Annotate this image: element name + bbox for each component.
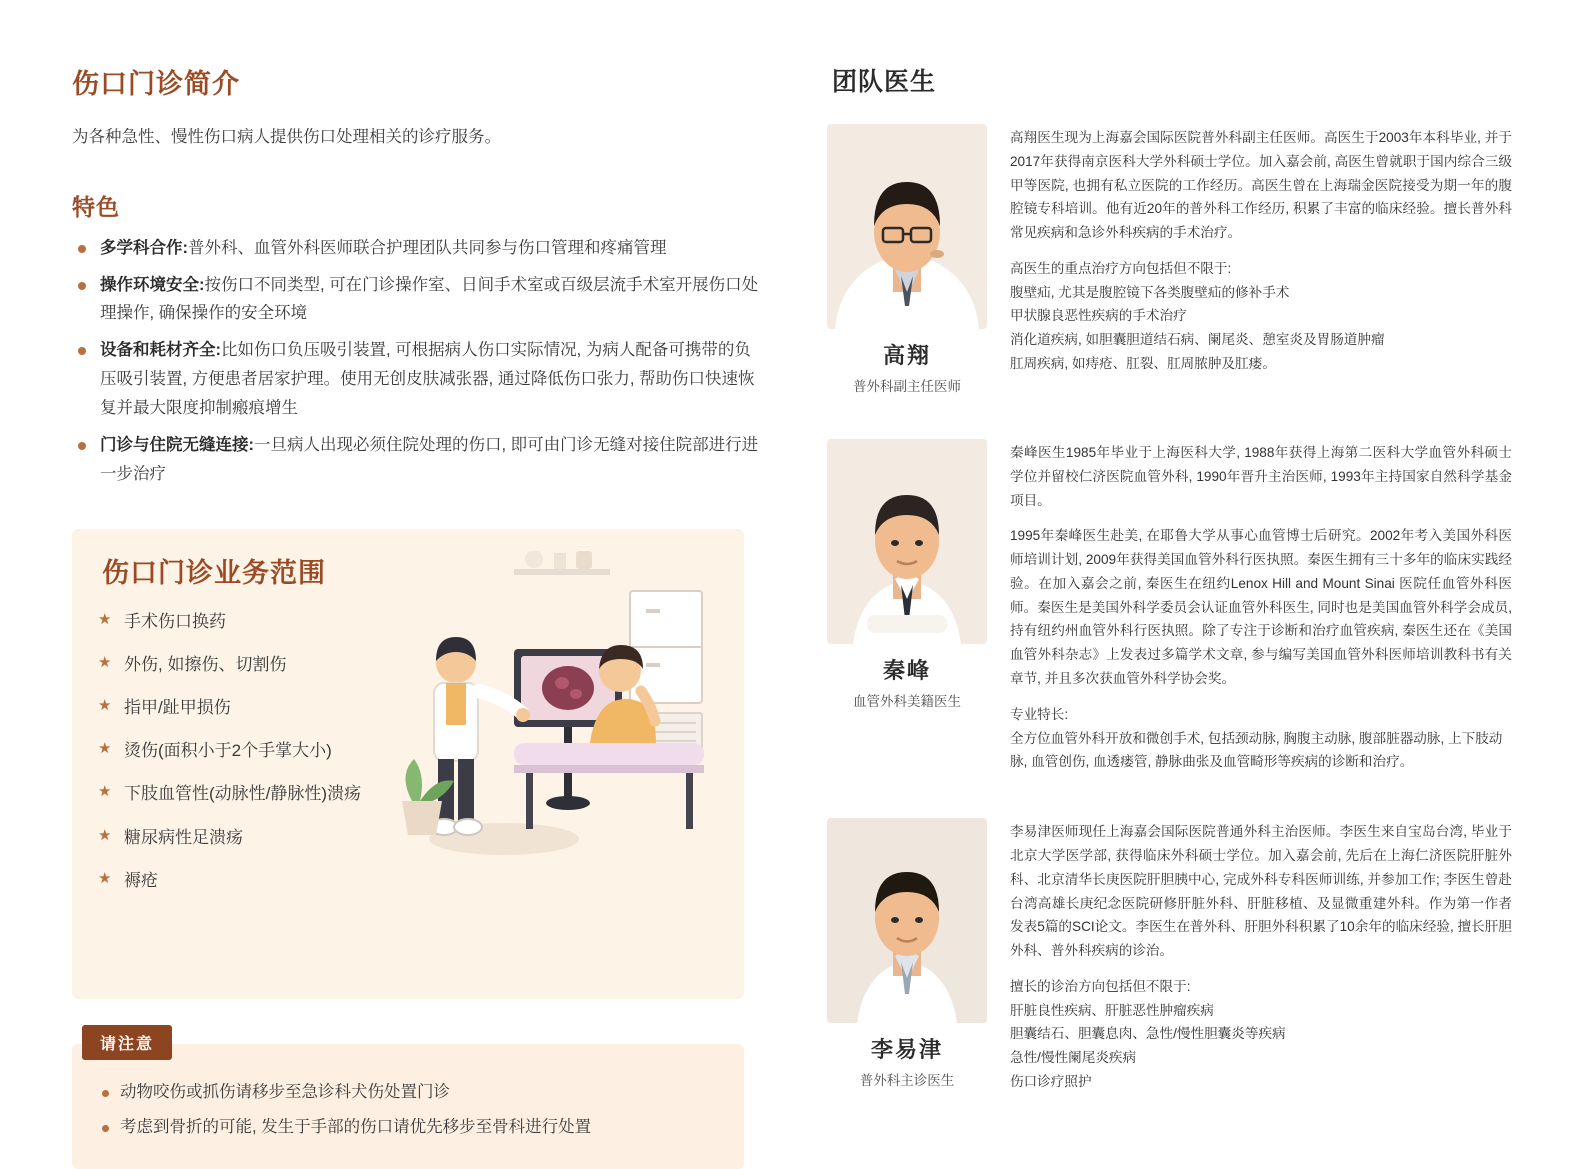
bio-line: 肛周疾病, 如痔疮、肛裂、肛周脓肿及肛瘘。	[1010, 356, 1276, 372]
star-icon: ★	[98, 697, 112, 715]
star-icon: ★	[98, 653, 112, 671]
scope-item-label: 指甲/趾甲损伤	[124, 698, 231, 718]
features-heading: 特色	[72, 193, 120, 220]
doctor-role: 血管外科美籍医生	[853, 694, 961, 709]
scope-item-label: 褥疮	[124, 870, 158, 890]
feature-lead: 设备和耗材齐全:	[100, 341, 221, 360]
doctor-card	[822, 439, 1512, 774]
doctor-card	[822, 818, 1512, 1094]
bio-line: 消化道疾病, 如胆囊胆道结石病、阑尾炎、憩室炎及胃肠道肿瘤	[1010, 332, 1385, 348]
doctor-photo-block	[822, 439, 992, 774]
bio-line: 急性/慢性阑尾炎疾病	[1010, 1050, 1137, 1066]
bio-paragraph: 高翔医生现为上海嘉会国际医院普外科副主任医师。高医生于2003年本科毕业, 并于2017年获得南京医科大学外科硕士学位。加入嘉会前, 高医生曾就职于国内综合三级甲等医院, 也拥有私立医院的工作经历。高医生曾在上海瑞金医院接受为期一年的腹腔镜专科培训。他有近20年的普外科工作经历, 积累了丰富的临床经验。擅长普外科常见疾病和急诊外科疾病的手术治疗。	[1010, 130, 1512, 241]
bio-paragraph: 秦峰医生1985年毕业于上海医科大学, 1988年获得上海第二医科大学血管外科硕士学位并留校仁济医院血管外科, 1990年晋升主治医师, 1993年主持国家自然科学基金项目。	[1010, 445, 1512, 508]
doctor-name: 秦峰	[882, 658, 931, 683]
notice-panel	[72, 1044, 744, 1169]
list-item	[72, 431, 760, 489]
doctor-bio	[992, 439, 1512, 774]
avatar	[827, 439, 987, 644]
doctor-name: 高翔	[882, 343, 931, 368]
list-item	[72, 336, 760, 423]
doctor-role: 普外科副主任医师	[853, 379, 961, 394]
list-item: 考虑到骨折的可能, 发生于手部的伤口请优先移步至骨科进行处置	[98, 1113, 718, 1143]
bio-line: 擅长的诊治方向包括但不限于:	[1010, 978, 1191, 994]
bio-line: 高医生的重点治疗方向包括但不限于:	[1010, 260, 1232, 276]
bio-line: 伤口诊疗照护	[1010, 1073, 1092, 1089]
list-item: 动物咬伤或抓伤请移步至急诊科犬伤处置门诊	[98, 1078, 718, 1108]
star-icon: ★	[98, 610, 112, 628]
scope-section	[72, 529, 760, 999]
scope-item-label: 烫伤(面积小于2个手掌大小)	[124, 741, 332, 761]
page-title: 伤口门诊简介	[72, 69, 240, 99]
features-list	[72, 234, 760, 489]
doctor-photo-block	[822, 818, 992, 1094]
bio-paragraph: 1995年秦峰医生赴美, 在耶鲁大学从事心血管博士后研究。2002年考入美国外科医师培训计划, 2009年获得美国血管外科行医执照。秦医生拥有三十多年的临床实践经验。在加入嘉会之前, 秦医生在纽约Lenox Hill and Mount Sinai 医院任血管外科医师。秦医生是美国外科学委员会认证血管外科医生, 同时也是美国血管外科学会成员, 持有纽约州血管外科行医执照。除了专注于诊断和治疗血管疾病, 秦医生还在《美国血管外科杂志》上发表过多篇学术文章, 参与编写美国血管外科医师培训教科书有关章节, 并且多次获血管外科学协会奖。	[1010, 528, 1512, 687]
doctor-role: 普外科主诊医生	[859, 1073, 955, 1089]
list-item	[72, 234, 760, 263]
star-icon: ★	[98, 869, 112, 887]
avatar	[827, 124, 987, 329]
clinic-illustration	[394, 551, 734, 881]
feature-text: 普外科、血管外科医师联合护理团队共同参与伤口管理和疼痛管理	[188, 238, 667, 257]
right-column	[760, 0, 1572, 1125]
doctor-card	[822, 124, 1512, 395]
intro-paragraph: 为各种急性、慢性伤口病人提供伤口处理相关的诊疗服务。	[72, 128, 501, 146]
notice-section	[72, 1025, 744, 1169]
list-item	[72, 271, 760, 329]
doctor-photo-block	[822, 124, 992, 395]
star-icon: ★	[98, 826, 112, 844]
scope-panel	[72, 529, 744, 999]
notice-list	[98, 1078, 718, 1143]
bio-line: 全方位血管外科开放和微创手术, 包括颈动脉, 胸腹主动脉, 腹部脏器动脉, 上下肢动脉, 血管创伤, 血透瘘管, 静脉曲张及血管畸形等疾病的诊断和治疗。	[1010, 730, 1503, 770]
scope-item-label: 下肢血管性(动脉性/静脉性)溃疡	[124, 784, 362, 804]
bio-line: 专业特长:	[1010, 706, 1069, 722]
feature-lead: 门诊与住院无缝连接:	[100, 435, 254, 454]
star-icon: ★	[98, 783, 112, 801]
doctor-bio	[992, 818, 1512, 1094]
doctor-name: 李易津	[870, 1037, 943, 1063]
portrait-illustration	[827, 124, 987, 329]
feature-text: 按伤口不同类型, 可在门诊操作室、日间手术室或百级层流手术室开展伤口处理操作, 确保操作的安全环境	[100, 275, 759, 323]
bio-line: 腹壁疝, 尤其是腹腔镜下各类腹壁疝的修补手术	[1010, 284, 1290, 300]
team-heading: 团队医生	[832, 68, 937, 96]
status-badge: 请注意	[82, 1025, 172, 1060]
scope-heading: 伤口门诊业务范围	[102, 557, 326, 588]
feature-text: 比如伤口负压吸引装置, 可根据病人伤口实际情况, 为病人配备可携带的负压吸引装置, 方便患者居家护理。使用无创皮肤减张器, 通过降低伤口张力, 帮助伤口快速恢复并最大限度抑制瘢痕增生	[100, 341, 755, 418]
scope-item-label: 手术伤口换药	[124, 611, 226, 631]
feature-text: 一旦病人出现必须住院处理的伤口, 即可由门诊无缝对接住院部进行进一步治疗	[100, 435, 759, 483]
doctor-bio	[992, 124, 1512, 395]
bio-line: 肝脏良性疾病、肝脏恶性肿瘤疾病	[1010, 1002, 1214, 1018]
portrait-illustration	[827, 818, 987, 1023]
bio-paragraph: 李易津医师现任上海嘉会国际医院普通外科主治医师。李医生来自宝岛台湾, 毕业于北京大学医学部, 获得临床外科硕士学位。加入嘉会前, 先后在上海仁济医院肝脏外科、北京清华长庚医院肝胆胰中心, 完成外科专科医师训练, 并参加工作; 李医生曾赴台湾高雄长庚纪念医院研修肝脏外科、肝脏移植、及显微重建外科。作为第一作者发表5篇的SCI论文。李医生在普外科、肝胆外科积累了10余年的临床经验, 擅长肝胆外科、普外科疾病的诊治。	[1010, 824, 1512, 959]
bio-line: 甲状腺良恶性疾病的手术治疗	[1010, 308, 1187, 324]
avatar	[827, 818, 987, 1023]
scope-item-label: 外伤, 如擦伤、切割伤	[124, 654, 287, 674]
feature-lead: 多学科合作:	[100, 238, 188, 257]
bio-line: 胆囊结石、胆囊息肉、急性/慢性胆囊炎等疾病	[1010, 1026, 1286, 1042]
portrait-illustration	[827, 439, 987, 644]
scope-item-label: 糖尿病性足溃疡	[124, 827, 243, 847]
left-column	[0, 0, 760, 1137]
star-icon: ★	[98, 740, 112, 758]
feature-lead: 操作环境安全:	[100, 275, 205, 294]
